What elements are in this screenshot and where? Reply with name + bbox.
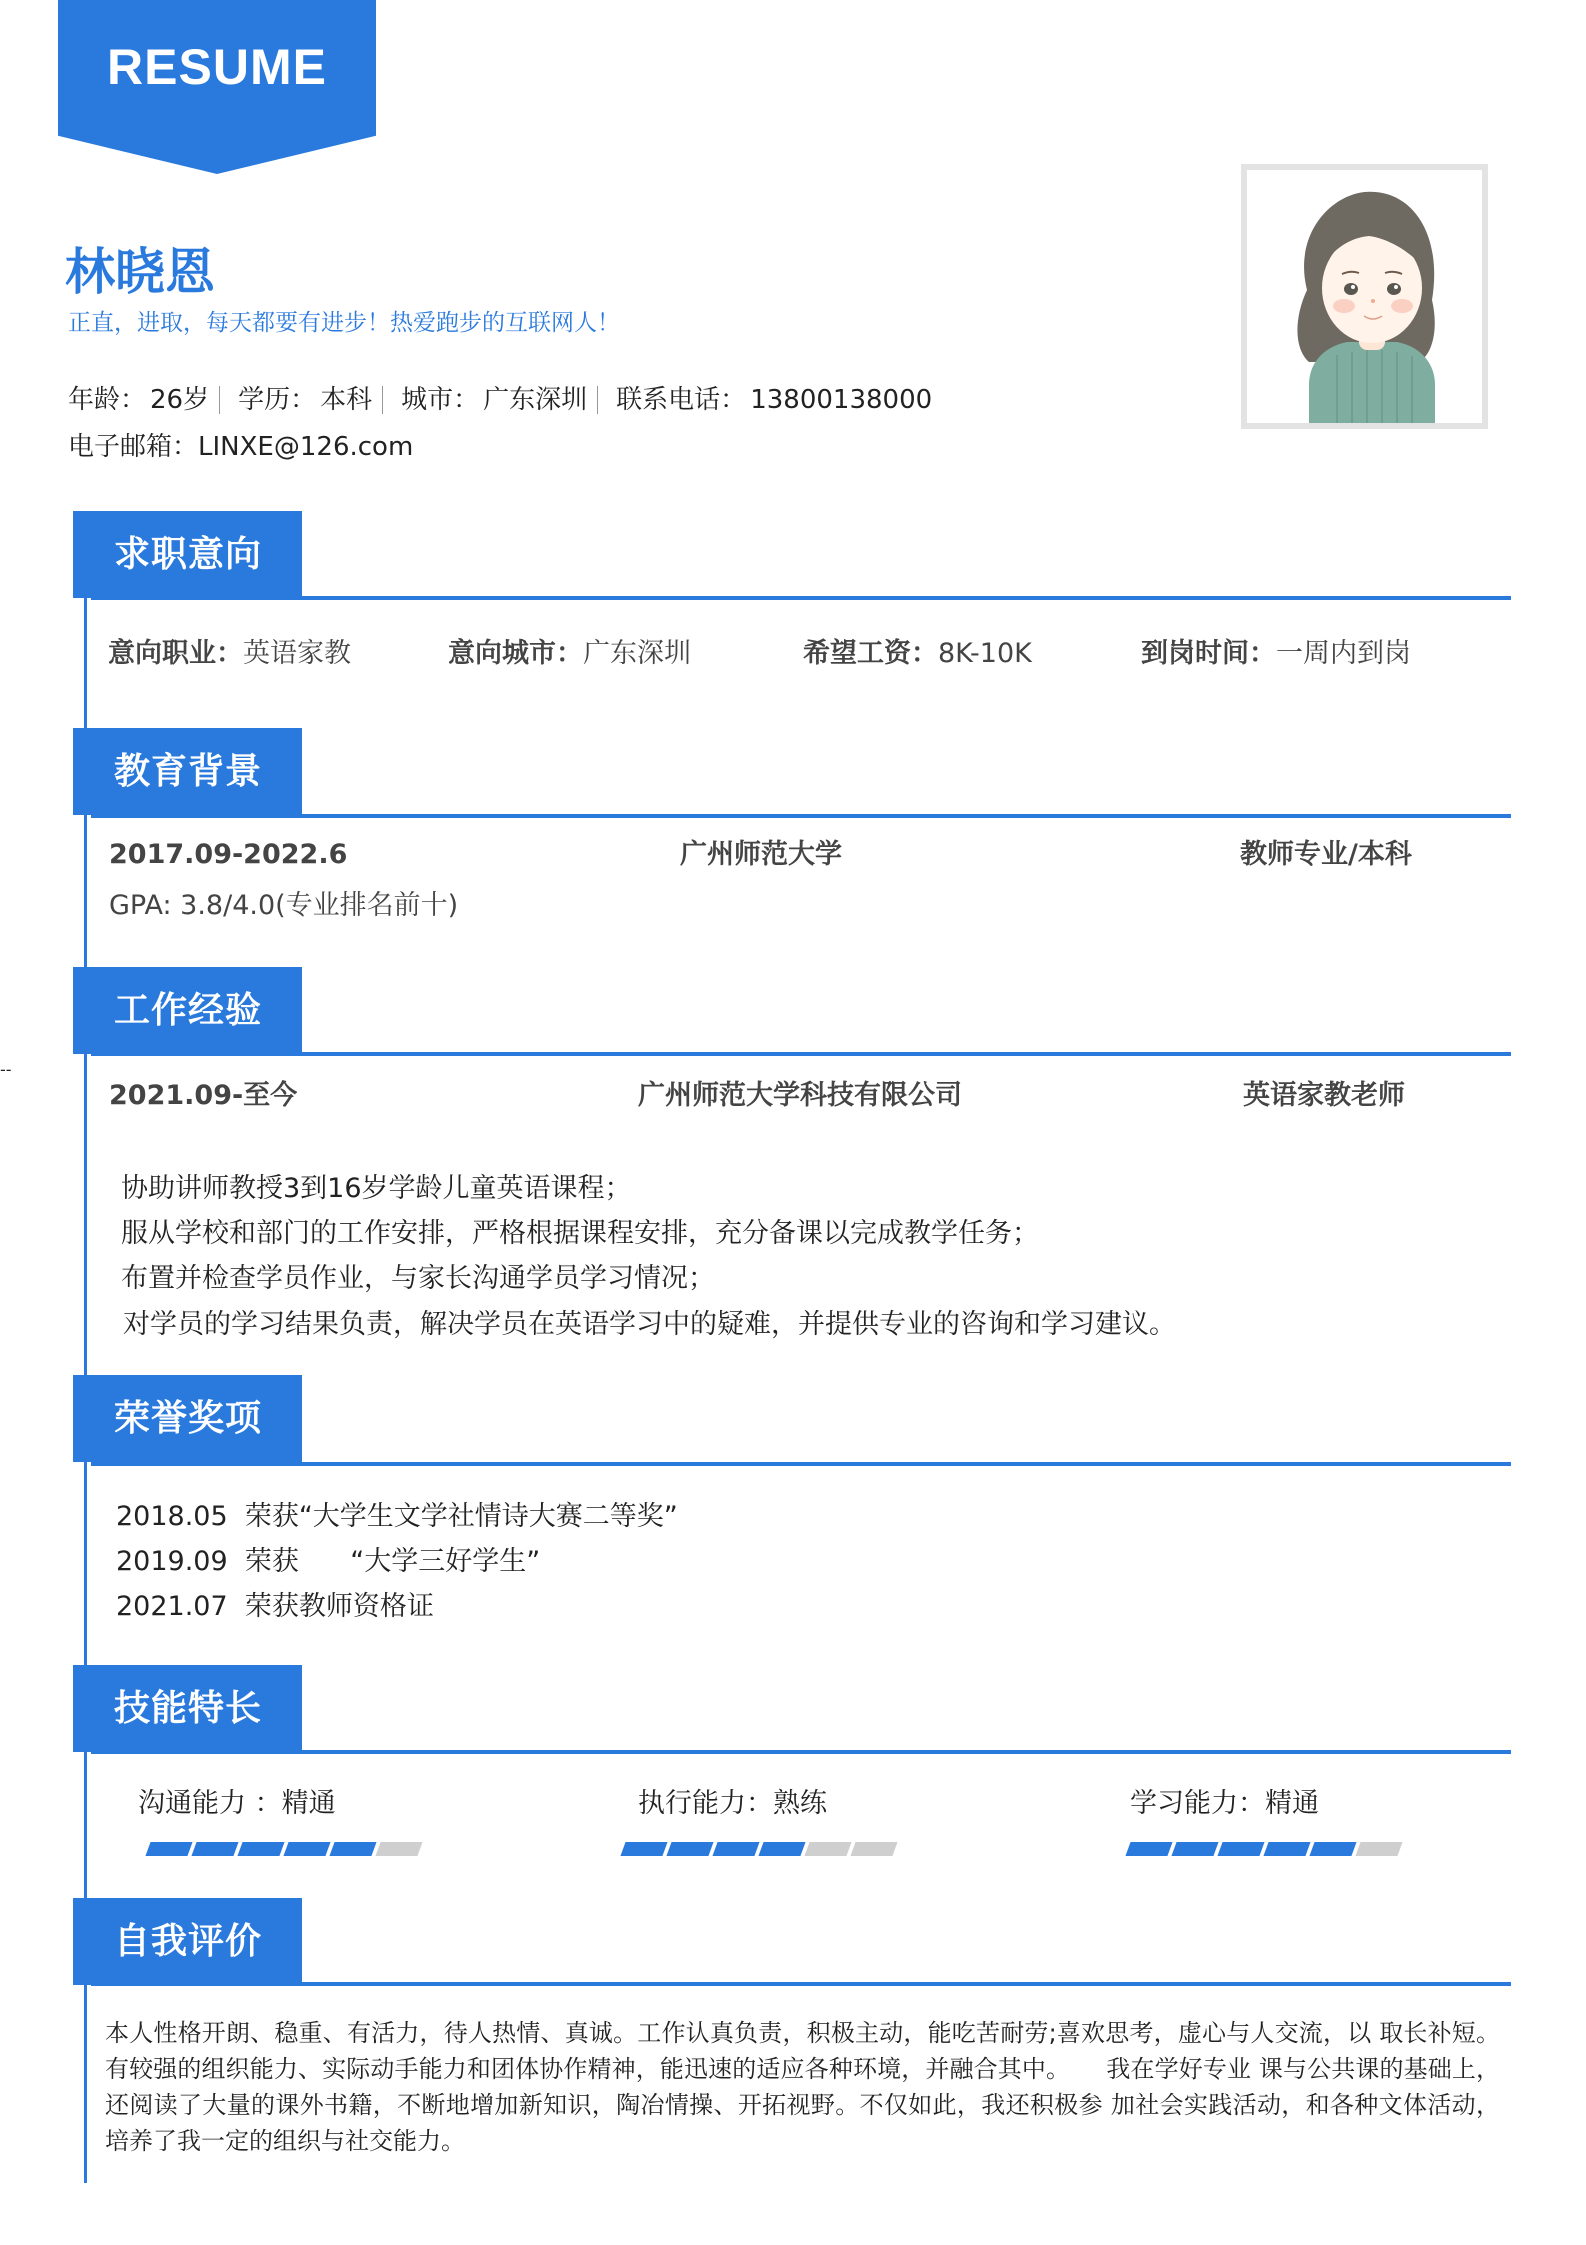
skill-segment-empty: [1355, 1842, 1402, 1856]
avatar-illustration-icon: [1247, 170, 1482, 423]
work-duty-item: 布置并检查学员作业，与家长沟通学员学习情况；: [121, 1263, 715, 1294]
section-title-education: 教育背景: [114, 751, 263, 792]
section-header-skills: [73, 1665, 302, 1752]
work-period: 2021.09-至今: [109, 1080, 298, 1111]
skill-segment-filled: [1125, 1842, 1172, 1856]
skill-segment-filled: [712, 1842, 759, 1856]
skill-segment-filled: [1171, 1842, 1218, 1856]
work-company: 广州师范大学科技有限公司: [638, 1080, 962, 1111]
education-gpa: GPA: 3.8/4.0(专业排名前十): [109, 890, 459, 921]
honor-item: 2019.09 荣获 “大学三好学生”: [116, 1546, 541, 1577]
section-divider: [91, 1982, 1511, 1986]
section-header-honors: [73, 1375, 302, 1462]
skill-segment-filled: [1263, 1842, 1310, 1856]
info-education-label: 学历：: [238, 385, 317, 415]
info-education-value: 本科: [320, 385, 373, 415]
section-title-work: 工作经验: [114, 990, 263, 1031]
skill-bar-communication: [148, 1842, 424, 1856]
skill-label-learning: 学习能力：精通: [1130, 1788, 1319, 1819]
skill-bar-learning: [1128, 1842, 1404, 1856]
section-divider: [91, 1750, 1511, 1754]
section-header-intent: [73, 511, 302, 598]
info-email-value: LINXE@126.com: [198, 432, 414, 462]
info-divider: [382, 386, 383, 414]
work-duty-item: 协助讲师教授3到16岁学龄儿童英语课程；: [121, 1173, 632, 1204]
intent-city: [448, 637, 691, 671]
work-duty-item: 服从学校和部门的工作安排，严格根据课程安排，充分备课以完成教学任务；: [121, 1218, 1039, 1249]
section-title-honors: 荣誉奖项: [114, 1398, 263, 1439]
section-header-education: [73, 728, 302, 815]
info-divider: [597, 386, 598, 414]
intent-city-label: 意向城市：: [448, 638, 583, 669]
info-city-value: 广东深圳: [483, 385, 588, 415]
skill-segment-filled: [1217, 1842, 1264, 1856]
section-divider: [91, 814, 1511, 818]
info-email: [68, 431, 413, 463]
section-header-evaluation: [73, 1898, 302, 1985]
intent-job-label: 意向职业：: [108, 638, 243, 669]
skill-segment-filled: [666, 1842, 713, 1856]
info-age: [68, 384, 209, 416]
section-title-intent: 求职意向: [114, 534, 263, 575]
education-school: 广州师范大学: [680, 839, 842, 870]
education-major: 教师专业/本科: [1240, 839, 1412, 870]
section-header-work: [73, 967, 302, 1054]
skill-segment-filled: [191, 1842, 238, 1856]
info-education: [238, 384, 372, 416]
self-evaluation-text: 本人性格开朗、稳重、有活力，待人热情、真诚。工作认真负责，积极主动，能吃苦耐劳;喜欢思考，虚心与人交流，以 取长补短。有较强的组织能力、实际动手能力和团体协作精神，能迅速的适应各种环境，并融合其中。 我在学好专业 课与公共课的基础上，还阅读了大量的课外书籍，不断地增加新知识，陶冶情操、开拓视野。不仅如此，我还积极参 加社会实践活动，和各种文体活动，培养了我一定的组织与社交能力。: [105, 2019, 1500, 2155]
intent-job: [108, 637, 351, 671]
section-title-evaluation: 自我评价: [114, 1921, 263, 1962]
intent-salary: [803, 637, 1032, 671]
info-phone-value: 13800138000: [750, 385, 933, 415]
work-duty-item: 对学员的学习结果负责，解决学员在英语学习中的疑难，并提供专业的咨询和学习建议。: [123, 1309, 1176, 1340]
basic-info-row: [68, 384, 932, 416]
profile-photo: [1241, 164, 1488, 429]
skill-segment-filled: [329, 1842, 376, 1856]
honor-item: 2018.05 荣获“大学生文学社情诗大赛二等奖”: [116, 1501, 678, 1532]
skill-segment-filled: [758, 1842, 805, 1856]
resume-banner-label: RESUME: [107, 39, 327, 95]
skill-segment-empty: [804, 1842, 851, 1856]
info-age-value: 26岁: [150, 385, 210, 415]
honor-item: 2021.07 荣获教师资格证: [116, 1591, 434, 1622]
info-phone: [616, 384, 932, 416]
section-divider: [91, 596, 1511, 600]
info-city-label: 城市：: [401, 385, 480, 415]
skill-segment-filled: [283, 1842, 330, 1856]
skill-segment-filled: [1309, 1842, 1356, 1856]
intent-job-value: 英语家教: [243, 638, 351, 669]
skill-label-communication: 沟通能力 ：精通: [138, 1788, 336, 1819]
intent-salary-value: 8K-10K: [938, 638, 1032, 669]
intent-city-value: 广东深圳: [583, 638, 691, 669]
intent-start-value: 一周内到岗: [1276, 638, 1411, 669]
skill-label-execution: 执行能力：熟练: [638, 1788, 827, 1819]
info-age-label: 年龄：: [68, 385, 147, 415]
candidate-name: 林晓恩: [65, 243, 215, 301]
skill-segment-filled: [620, 1842, 667, 1856]
skill-segment-filled: [237, 1842, 284, 1856]
education-period: 2017.09-2022.6: [109, 839, 348, 870]
work-position: 英语家教老师: [1243, 1080, 1405, 1111]
margin-mark: --: [0, 1060, 12, 1079]
skill-segment-empty: [850, 1842, 897, 1856]
info-phone-label: 联系电话：: [616, 385, 747, 415]
info-city: [401, 384, 587, 416]
info-email-label: 电子邮箱：: [68, 432, 199, 462]
skill-bar-execution: [623, 1842, 899, 1856]
candidate-tagline: 正直，进取，每天都要有进步！热爱跑步的互联网人！: [68, 310, 620, 336]
section-title-skills: 技能特长: [114, 1688, 263, 1729]
section-divider: [91, 1462, 1511, 1466]
intent-start: [1141, 637, 1411, 671]
info-divider: [219, 386, 220, 414]
skill-segment-filled: [145, 1842, 192, 1856]
section-divider: [91, 1052, 1511, 1056]
intent-salary-label: 希望工资：: [803, 638, 938, 669]
skill-segment-empty: [375, 1842, 422, 1856]
intent-start-label: 到岗时间：: [1141, 638, 1276, 669]
